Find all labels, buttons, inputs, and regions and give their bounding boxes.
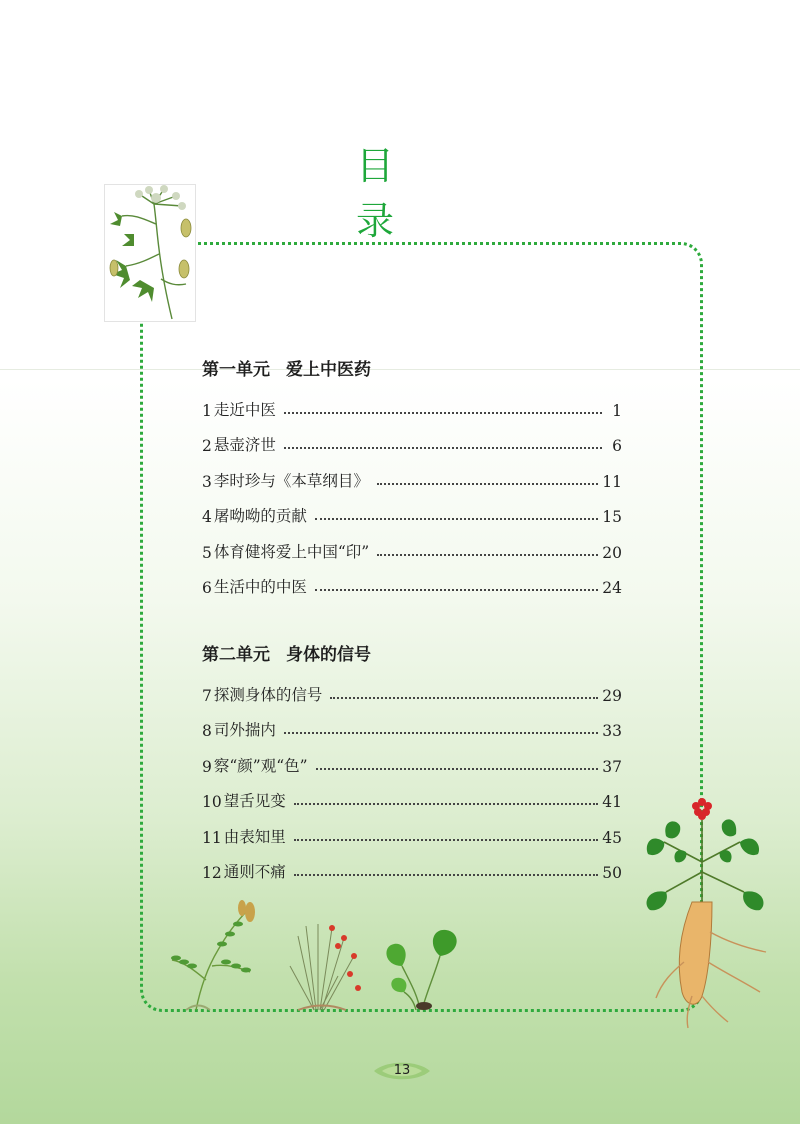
lesson-number: 10 [202, 793, 222, 811]
toc-entry[interactable] [202, 455, 622, 491]
unit-label: 第一单元 [202, 360, 270, 380]
leader-dots [294, 839, 599, 841]
toc-entry[interactable] [202, 776, 622, 812]
page-title: 目 录 [356, 144, 421, 243]
lesson-number: 12 [202, 864, 222, 882]
lesson-number: 2 [202, 437, 212, 455]
lesson-page: 1 [612, 401, 622, 420]
lesson-number: 3 [202, 472, 212, 491]
toc-entry[interactable] [202, 384, 622, 420]
lesson-title: 探测身体的信号 [213, 685, 323, 704]
lesson-title: 由表知里 [223, 827, 286, 846]
lesson-number: 8 [202, 722, 212, 740]
lesson-title: 体育健将爱上中国“印” [213, 542, 370, 561]
toc-entry[interactable] [202, 491, 622, 527]
lesson-page: 50 [602, 864, 622, 882]
unit-2 [202, 641, 622, 882]
lesson-page: 15 [602, 508, 622, 526]
leader-dots [294, 874, 599, 876]
page-number: 13 [393, 1063, 411, 1078]
lesson-number: 5 [202, 543, 212, 562]
toc-entry[interactable] [202, 526, 622, 562]
lesson-page: 37 [602, 757, 622, 776]
lesson-title: 悬壶济世 [213, 436, 276, 454]
lesson-page: 6 [612, 437, 622, 455]
lesson-page: 33 [602, 722, 622, 740]
toc-entry[interactable] [202, 811, 622, 847]
ephedra-plant-illustration [284, 916, 370, 1012]
asarum-plant-illustration [380, 926, 460, 1012]
lesson-page: 20 [602, 543, 622, 562]
lesson-page: 11 [602, 472, 622, 491]
toc-entry[interactable] [202, 705, 622, 741]
leader-dots [284, 732, 598, 734]
lesson-number: 11 [202, 828, 222, 847]
toc-entry[interactable] [202, 847, 622, 883]
lesson-number: 6 [202, 579, 212, 597]
unit-name: 身体的信号 [286, 645, 371, 665]
leader-dots [284, 447, 602, 449]
toc-entry[interactable] [202, 562, 622, 598]
unit-title [202, 641, 622, 669]
lesson-page: 24 [602, 579, 622, 597]
lesson-title: 通则不痛 [223, 863, 286, 881]
unit-1 [202, 356, 622, 597]
leader-dots [316, 768, 599, 770]
lesson-page: 29 [602, 686, 622, 705]
lesson-number: 7 [202, 686, 212, 705]
licorice-plant-illustration [166, 900, 262, 1012]
toc-entry[interactable] [202, 669, 622, 705]
leader-dots [284, 412, 602, 414]
leader-dots [315, 589, 598, 591]
lesson-title: 李时珍与《本草纲目》 [213, 471, 369, 490]
leader-dots [294, 803, 599, 805]
unit-label: 第二单元 [202, 645, 270, 665]
leader-dots [377, 483, 598, 485]
unit-title [202, 356, 622, 384]
angelica-plant-illustration [104, 184, 196, 322]
lesson-number: 4 [202, 508, 212, 526]
lesson-title: 望舌见变 [223, 792, 286, 810]
lesson-page: 41 [602, 793, 622, 811]
lesson-page: 45 [602, 828, 622, 847]
leader-dots [315, 518, 598, 520]
leader-dots [377, 554, 598, 556]
lesson-title: 司外揣内 [213, 721, 276, 739]
ginseng-plant-illustration [636, 792, 772, 1032]
page-number-badge [372, 1060, 432, 1082]
toc-entry[interactable] [202, 420, 622, 456]
lesson-title: 生活中的中医 [213, 578, 307, 596]
lesson-title: 察“颜”观“色” [213, 756, 308, 775]
lesson-number: 1 [202, 401, 212, 420]
leader-dots [330, 697, 598, 699]
lesson-number: 9 [202, 757, 212, 776]
lesson-title: 屠呦呦的贡献 [213, 507, 307, 525]
lesson-title: 走近中医 [213, 400, 276, 419]
toc-entry[interactable] [202, 740, 622, 776]
unit-name: 爱上中医药 [286, 360, 371, 380]
